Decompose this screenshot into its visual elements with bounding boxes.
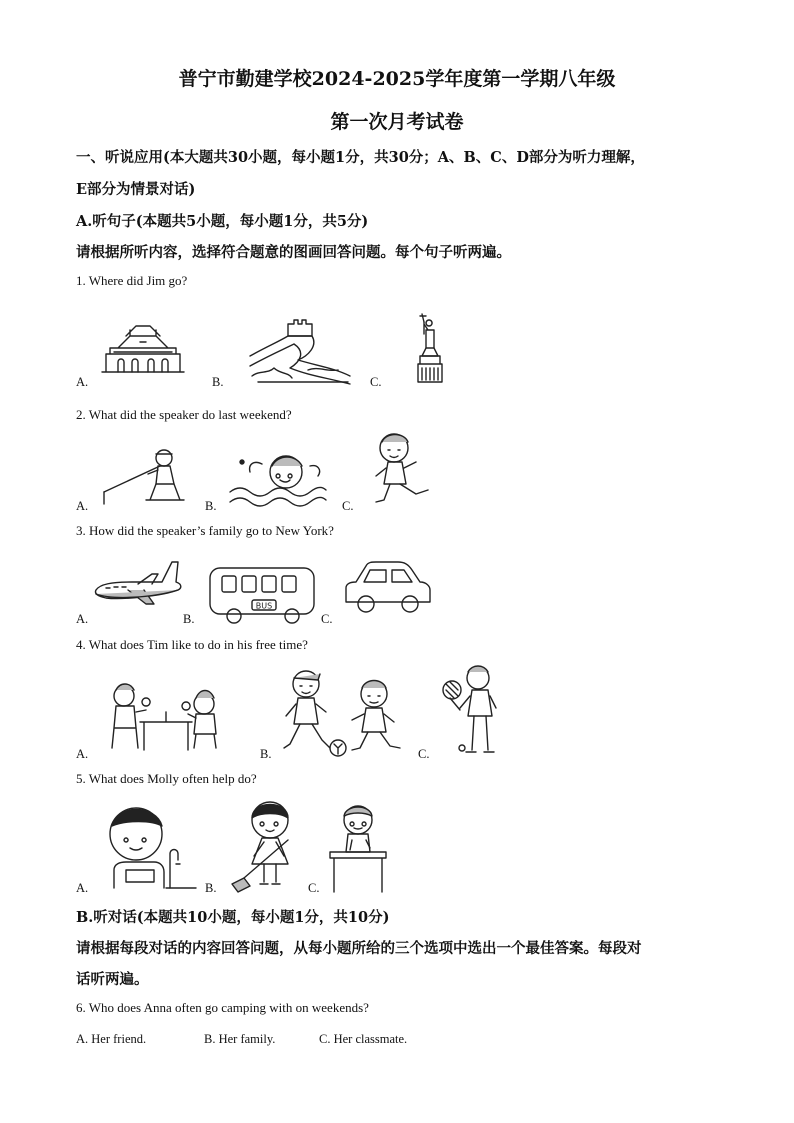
car-icon: [342, 558, 432, 618]
partB-instruction-line1: 请根据每段对话的内容回答问题，从每小题所给的三个选项中选出一个最佳答案。每段对: [76, 940, 642, 957]
q4-option-b-label[interactable]: B.: [260, 747, 272, 761]
q5-option-b-label[interactable]: B.: [205, 881, 217, 895]
question-1: 1. Where did Jim go?: [76, 273, 188, 288]
exam-title-line2: 第一次月考试卷: [330, 111, 464, 133]
statue-of-liberty-icon: [412, 312, 446, 384]
plane-icon: [92, 556, 186, 608]
great-wall-icon: [248, 316, 352, 386]
question-2: 2. What did the speaker do last weekend?: [76, 407, 292, 422]
q3-option-c-label[interactable]: C.: [321, 612, 333, 626]
question-3: 3. How did the speaker’s family go to New York?: [76, 523, 334, 538]
q4-option-c-label[interactable]: C.: [418, 747, 430, 761]
q2-option-b-label[interactable]: B.: [205, 499, 217, 513]
partB-instruction-line2: 话听两遍。: [76, 971, 149, 988]
partB-heading: B.听对话(本题共10小题，每小题1分，共10分): [76, 909, 390, 926]
question-6: 6. Who does Anna often go camping with on weekends?: [76, 1000, 369, 1015]
q3-option-a-label[interactable]: A.: [76, 612, 89, 626]
q5-option-c-label[interactable]: C.: [308, 881, 320, 895]
q6-option-b[interactable]: B. Her family.: [204, 1032, 276, 1046]
section1-heading-line2: E部分为情景对话): [76, 181, 196, 198]
q6-option-a[interactable]: A. Her friend.: [76, 1032, 147, 1046]
q1-option-b-label[interactable]: B.: [212, 375, 224, 389]
exam-title-line1: 普宁市勤建学校2024-2025学年度第一学期八年级: [178, 68, 616, 90]
soccer-icon: [282, 668, 408, 760]
bus-label: BUS: [255, 601, 273, 611]
q6-option-c[interactable]: C. Her classmate.: [319, 1032, 408, 1046]
cleaning-table-icon: [326, 802, 390, 894]
q3-option-b-label[interactable]: B.: [183, 612, 195, 626]
tiananmen-icon: [100, 322, 186, 374]
ping-pong-icon: [106, 682, 230, 752]
question-5: 5. What does Molly often help do?: [76, 771, 257, 786]
q1-option-a-label[interactable]: A.: [76, 375, 89, 389]
washing-dishes-icon: [106, 804, 198, 890]
sweeping-icon: [230, 798, 304, 894]
swimming-icon: [224, 450, 328, 510]
running-icon: [372, 432, 440, 512]
q5-option-a-label[interactable]: A.: [76, 881, 89, 895]
question-4: 4. What does Tim like to do in his free time?: [76, 637, 308, 652]
bus-icon: [206, 564, 318, 626]
tennis-icon: [434, 664, 504, 758]
q2-option-a-label[interactable]: A.: [76, 499, 89, 513]
q4-option-a-label[interactable]: A.: [76, 747, 89, 761]
q1-option-c-label[interactable]: C.: [370, 375, 382, 389]
partA-heading: A.听句子(本题共5小题，每小题1分，共5分): [76, 213, 369, 230]
partA-instruction: 请根据所听内容，选择符合题意的图画回答问题。每个句子听两遍。: [76, 244, 511, 261]
section1-heading-line1: 一、听说应用(本大题共30小题，每小题1分，共30分；A、B、C、D部分为听力理解，: [76, 149, 645, 166]
fishing-icon: [100, 446, 190, 506]
q2-option-c-label[interactable]: C.: [342, 499, 354, 513]
